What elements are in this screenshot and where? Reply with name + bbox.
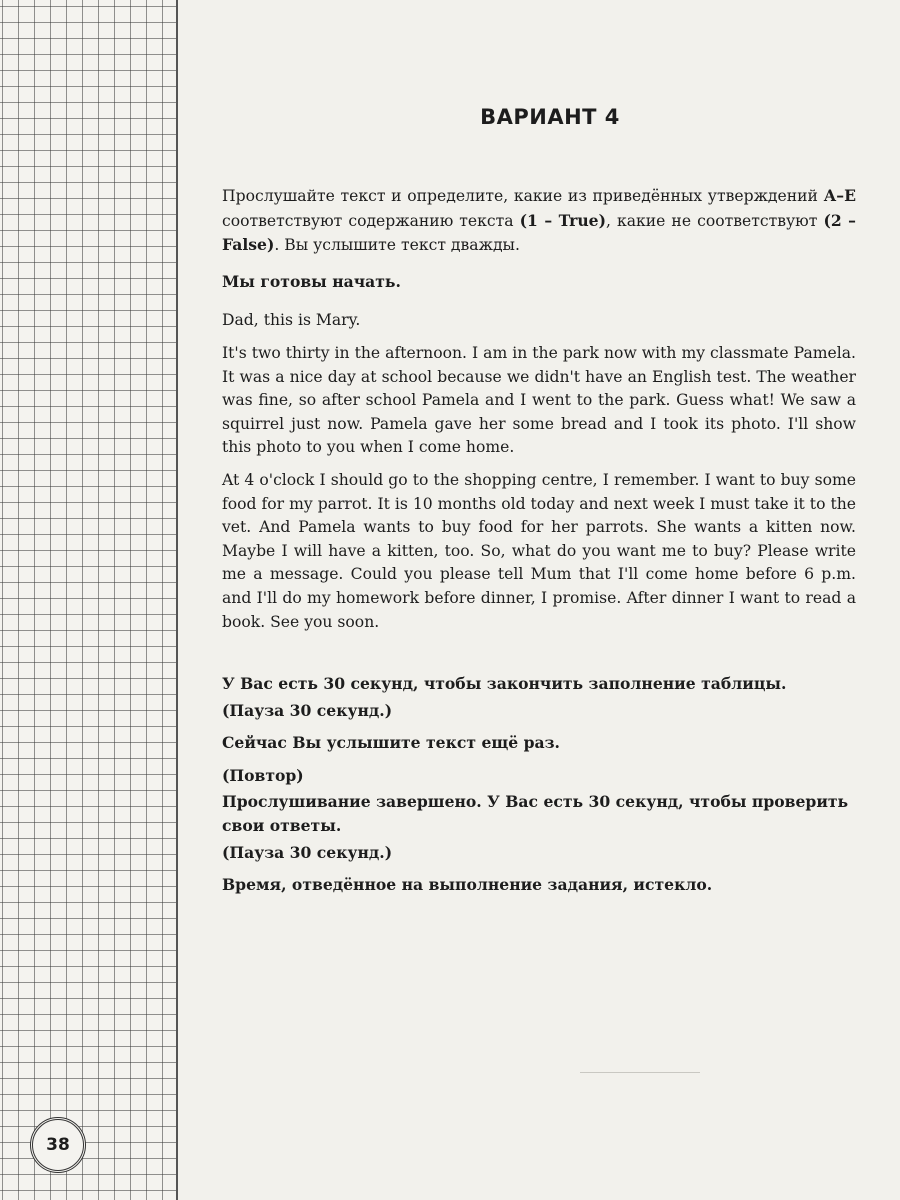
task-instructions [222,184,856,258]
instr-text-2: соответствуют содержанию текста [222,211,520,230]
transcript-paragraph-2: At 4 o'clock I should go to the shopping centre, I remember. I want to buy some food for my parrot. It is 10 months old today and next week I must take it to the vet. And Pamela wants to buy food for her parrots. She wants a kitten now. Maybe I will have a kitten, too. So, what do you want me to buy? Please write me a message. Could you please tell Mum that I'll come home before 6 p.m. and I'll do my homework before dinner, I promise. After dinner I want to read a book. See you soon. [222,470,856,631]
grid-margin [0,0,178,1200]
instr-bold-false: (2 – False) [222,210,856,255]
closing-line: Время, отведённое на выполнение задания, истекло. [222,875,713,895]
instr-bold-true: (1 – True) [519,210,606,230]
instr-bold-statements: А–Е [823,186,856,205]
instr-text-1: Прослушайте текст и определите, какие из приведённых утверждений [222,187,824,205]
closing-instructions [222,672,856,897]
closing-line: (Пауза 30 секунд.) [222,700,393,720]
closing-line: Сейчас Вы услышите текст ещё раз. [222,733,560,753]
variant-title: ВАРИАНТ 4 [480,105,620,129]
closing-line: (Пауза 30 секунд.) [222,842,393,862]
instr-text-4: . Вы услышите текст дважды. [274,236,520,255]
ready-line: Мы готовы начать. [222,271,401,291]
page-content [222,184,856,900]
closing-line: (Повтор) [222,765,304,785]
instr-text-3: , какие не соответствуют [605,211,824,230]
transcript-greeting: Dad, this is Mary. [222,311,361,330]
closing-line: У Вас есть 30 секунд, чтобы закончить заполнение таблицы. [222,674,787,694]
page-number-text: 38 [46,1135,70,1155]
divider [580,1072,700,1073]
page-number [30,1117,86,1173]
closing-line: Прослушивание завершено. У Вас есть 30 секунд, чтобы проверить свои ответы. [222,792,849,836]
transcript-paragraph-1: It's two thirty in the afternoon. I am in the park now with my classmate Pamela. It was a nice day at school because we didn't have an English test. The weather was fine, so after school Pamela and I went to the park. Guess what! We saw a squirrel just now. Pamela gave her some bread and I took its photo. I'll show this photo to you when I come home. [222,343,856,457]
